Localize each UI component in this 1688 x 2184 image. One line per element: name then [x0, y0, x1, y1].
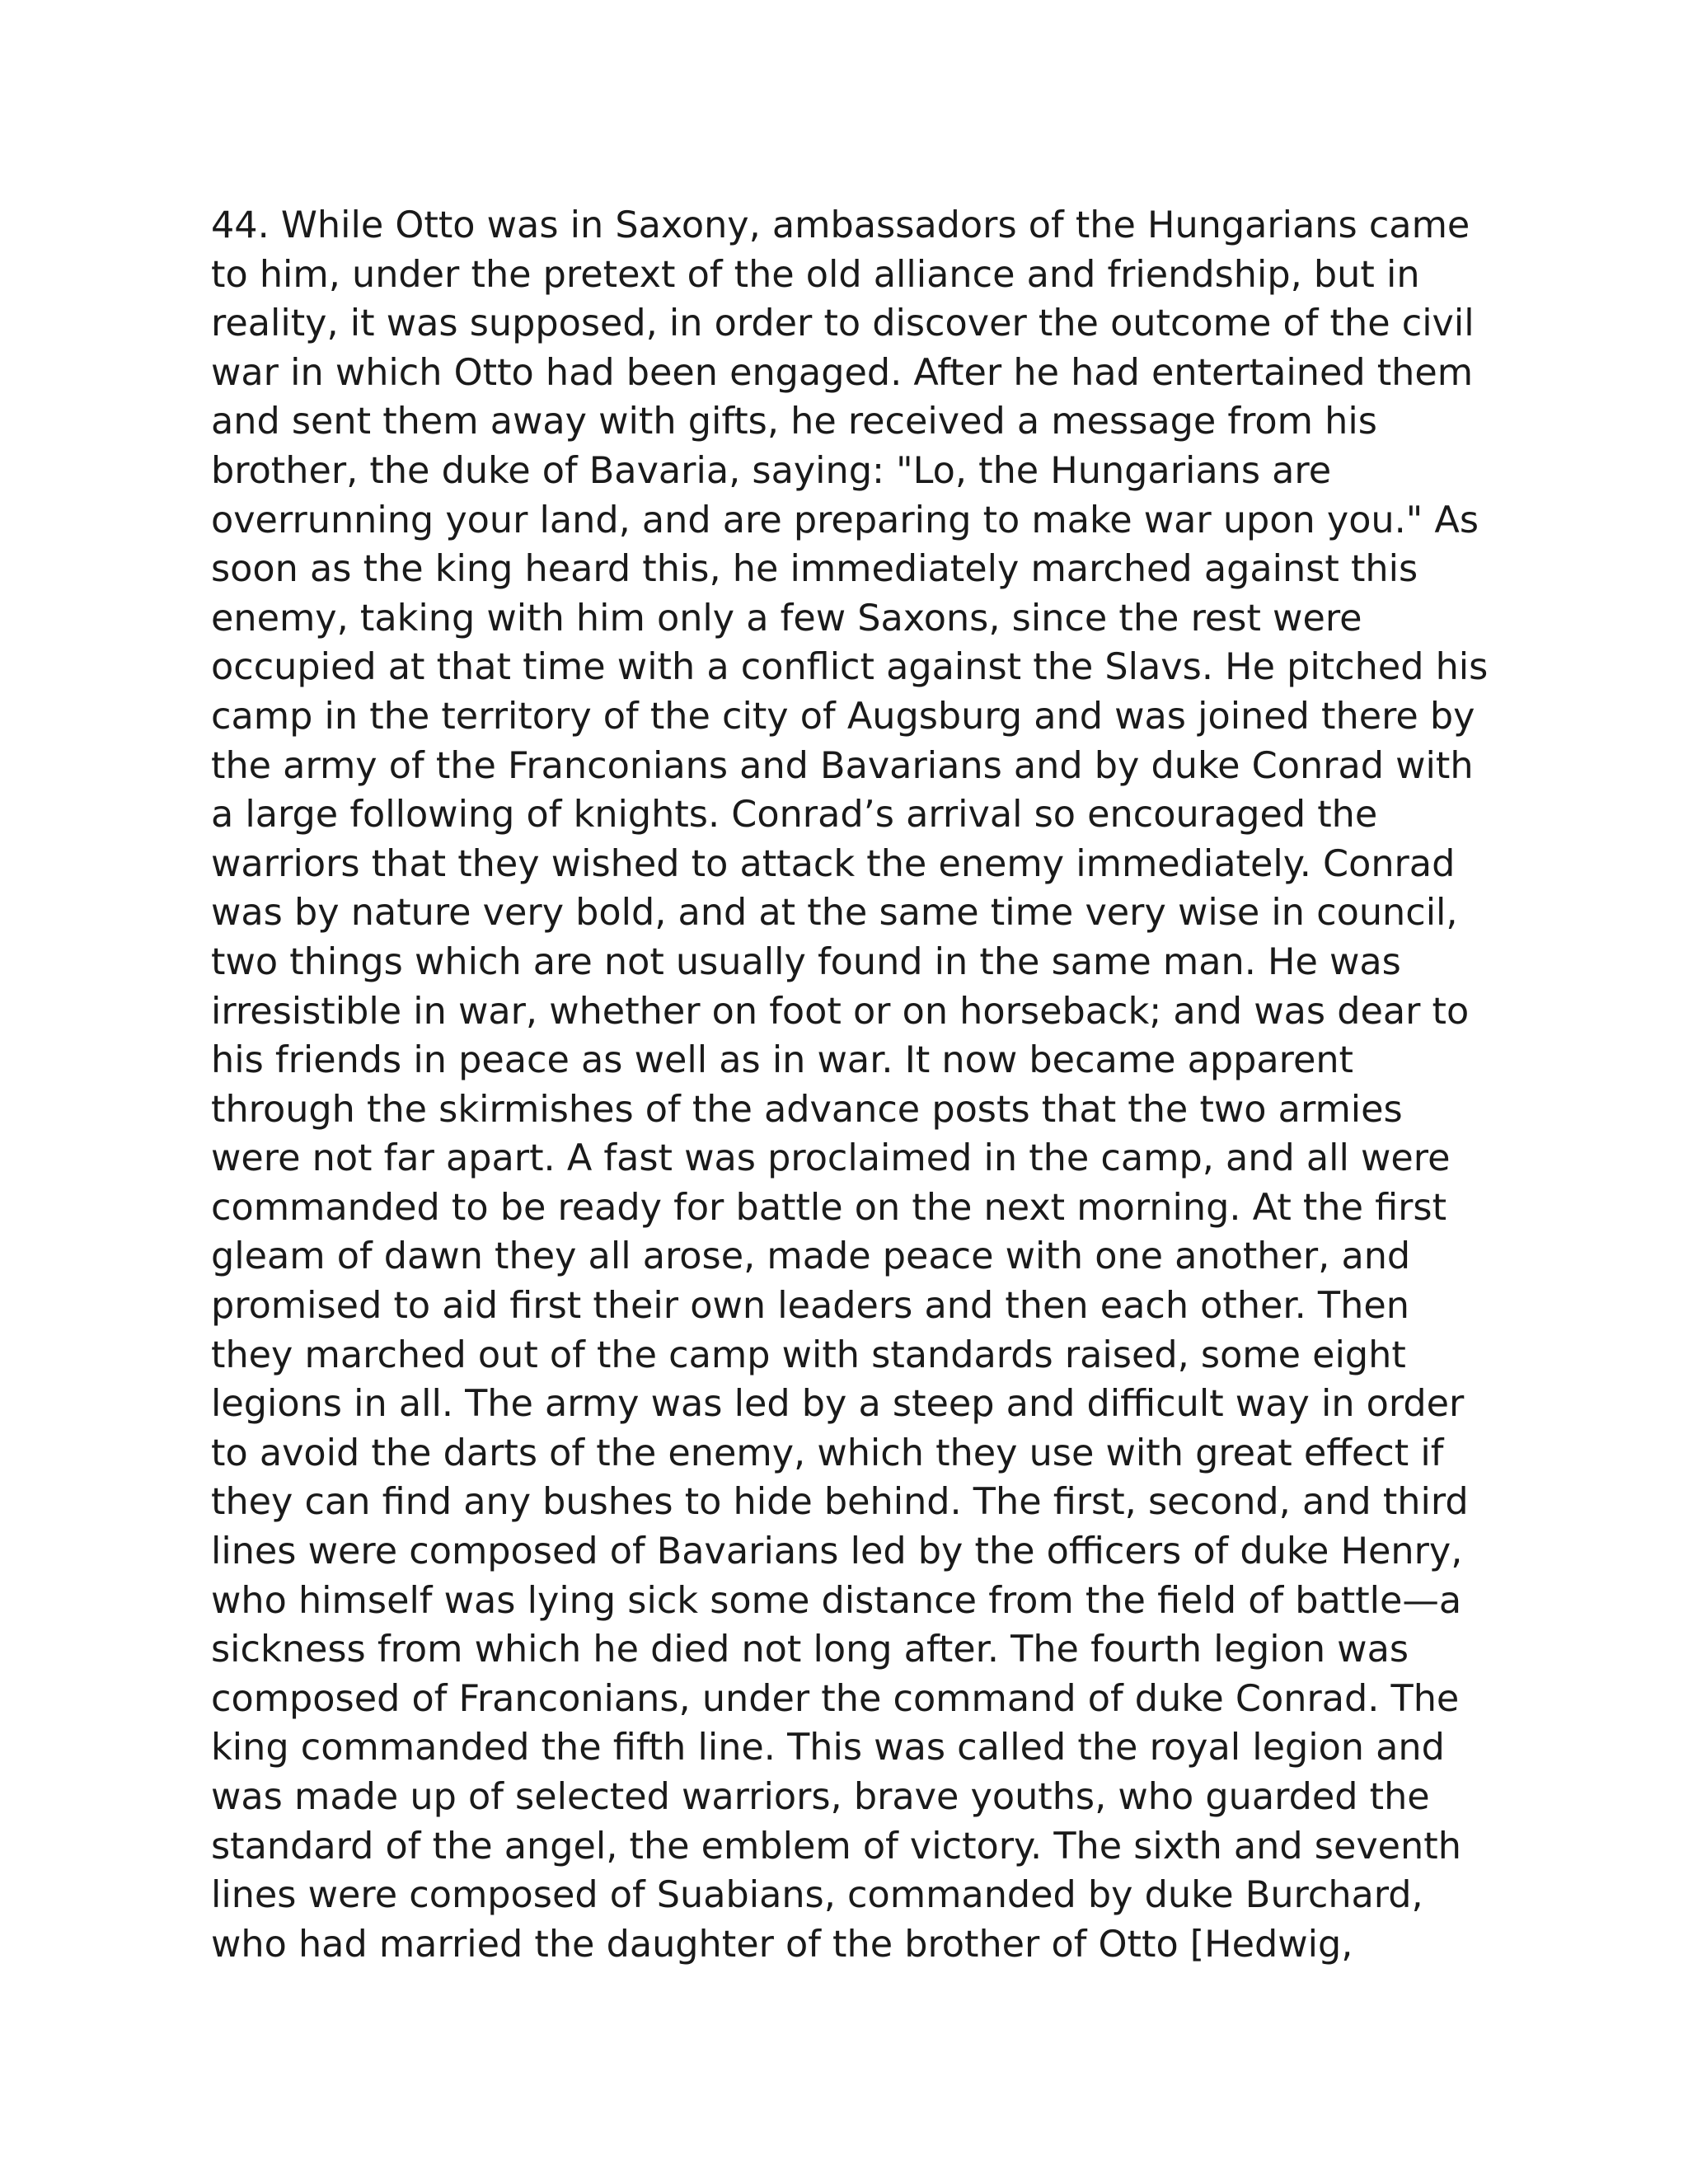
text-line: promised to aid first their own leaders and then each other. Then	[211, 1285, 1409, 1328]
text-line: irresistible in war, whether on foot or on horseback; and was dear to	[211, 990, 1470, 1033]
text-line: legions in all. The army was led by a steep and difficult way in order	[211, 1383, 1465, 1426]
text-line: gleam of dawn they all arose, made peace with one another, and	[211, 1235, 1411, 1278]
text-line: commanded to be ready for battle on the next morning. At the first	[211, 1186, 1447, 1229]
text-line: reality, it was supposed, in order to discover the outcome of the civil	[211, 302, 1475, 345]
text-line: they marched out of the camp with standards raised, some eight	[211, 1333, 1406, 1376]
text-line: sickness from which he died not long after. The fourth legion was	[211, 1629, 1409, 1671]
text-line: warriors that they wished to attack the enemy immediately. Conrad	[211, 842, 1456, 885]
text-line: to him, under the pretext of the old alliance and friendship, but in	[211, 253, 1420, 296]
text-line: composed of Franconians, under the command of duke Conrad. The	[211, 1677, 1460, 1720]
text-line: was by nature very bold, and at the same time very wise in council,	[211, 892, 1458, 935]
text-line: brother, the duke of Bavaria, saying: "Lo, the Hungarians are	[211, 449, 1332, 492]
text-line: soon as the king heard this, he immediately marched against this	[211, 548, 1418, 591]
text-line: standard of the angel, the emblem of victory. The sixth and seventh	[211, 1825, 1461, 1868]
text-line: was made up of selected warriors, brave youths, who guarded the	[211, 1776, 1430, 1818]
text-line: and sent them away with gifts, he received a message from his	[211, 401, 1377, 443]
text-line: 44. While Otto was in Saxony, ambassadors of the Hungarians came	[211, 204, 1470, 246]
text-line: they can find any bushes to hide behind. The first, second, and third	[211, 1481, 1469, 1524]
text-line: his friends in peace as well as in war. It now became apparent	[211, 1039, 1353, 1082]
text-line: the army of the Franconians and Bavarians and by duke Conrad with	[211, 744, 1474, 787]
text-line: war in which Otto had been engaged. After he had entertained them	[211, 351, 1474, 394]
text-line: to avoid the darts of the enemy, which they use with great effect if	[211, 1432, 1444, 1474]
text-line: two things which are not usually found in the same man. He was	[211, 940, 1401, 983]
text-line: who had married the daughter of the brother of Otto [Hedwig,	[211, 1923, 1353, 1966]
text-line: who himself was lying sick some distance from the field of battle—a	[211, 1579, 1462, 1622]
text-line: enemy, taking with him only a few Saxons, since the rest were	[211, 597, 1362, 640]
text-line: camp in the territory of the city of Augsburg and was joined there by	[211, 695, 1475, 738]
text-line: were not far apart. A fast was proclaimed in the camp, and all were	[211, 1137, 1451, 1180]
text-line: occupied at that time with a conflict against the Slavs. He pitched his	[211, 646, 1489, 689]
text-line: lines were composed of Bavarians led by the officers of duke Henry,	[211, 1530, 1463, 1573]
text-line: a large following of knights. Conrad’s arrival so encouraged the	[211, 794, 1378, 837]
text-line: king commanded the fifth line. This was called the royal legion and	[211, 1727, 1445, 1769]
body-paragraph	[211, 201, 1530, 1969]
text-line: through the skirmishes of the advance posts that the two armies	[211, 1088, 1403, 1131]
text-line: overrunning your land, and are preparing to make war upon you." As	[211, 499, 1479, 541]
text-line: lines were composed of Suabians, commanded by duke Burchard,	[211, 1874, 1423, 1917]
